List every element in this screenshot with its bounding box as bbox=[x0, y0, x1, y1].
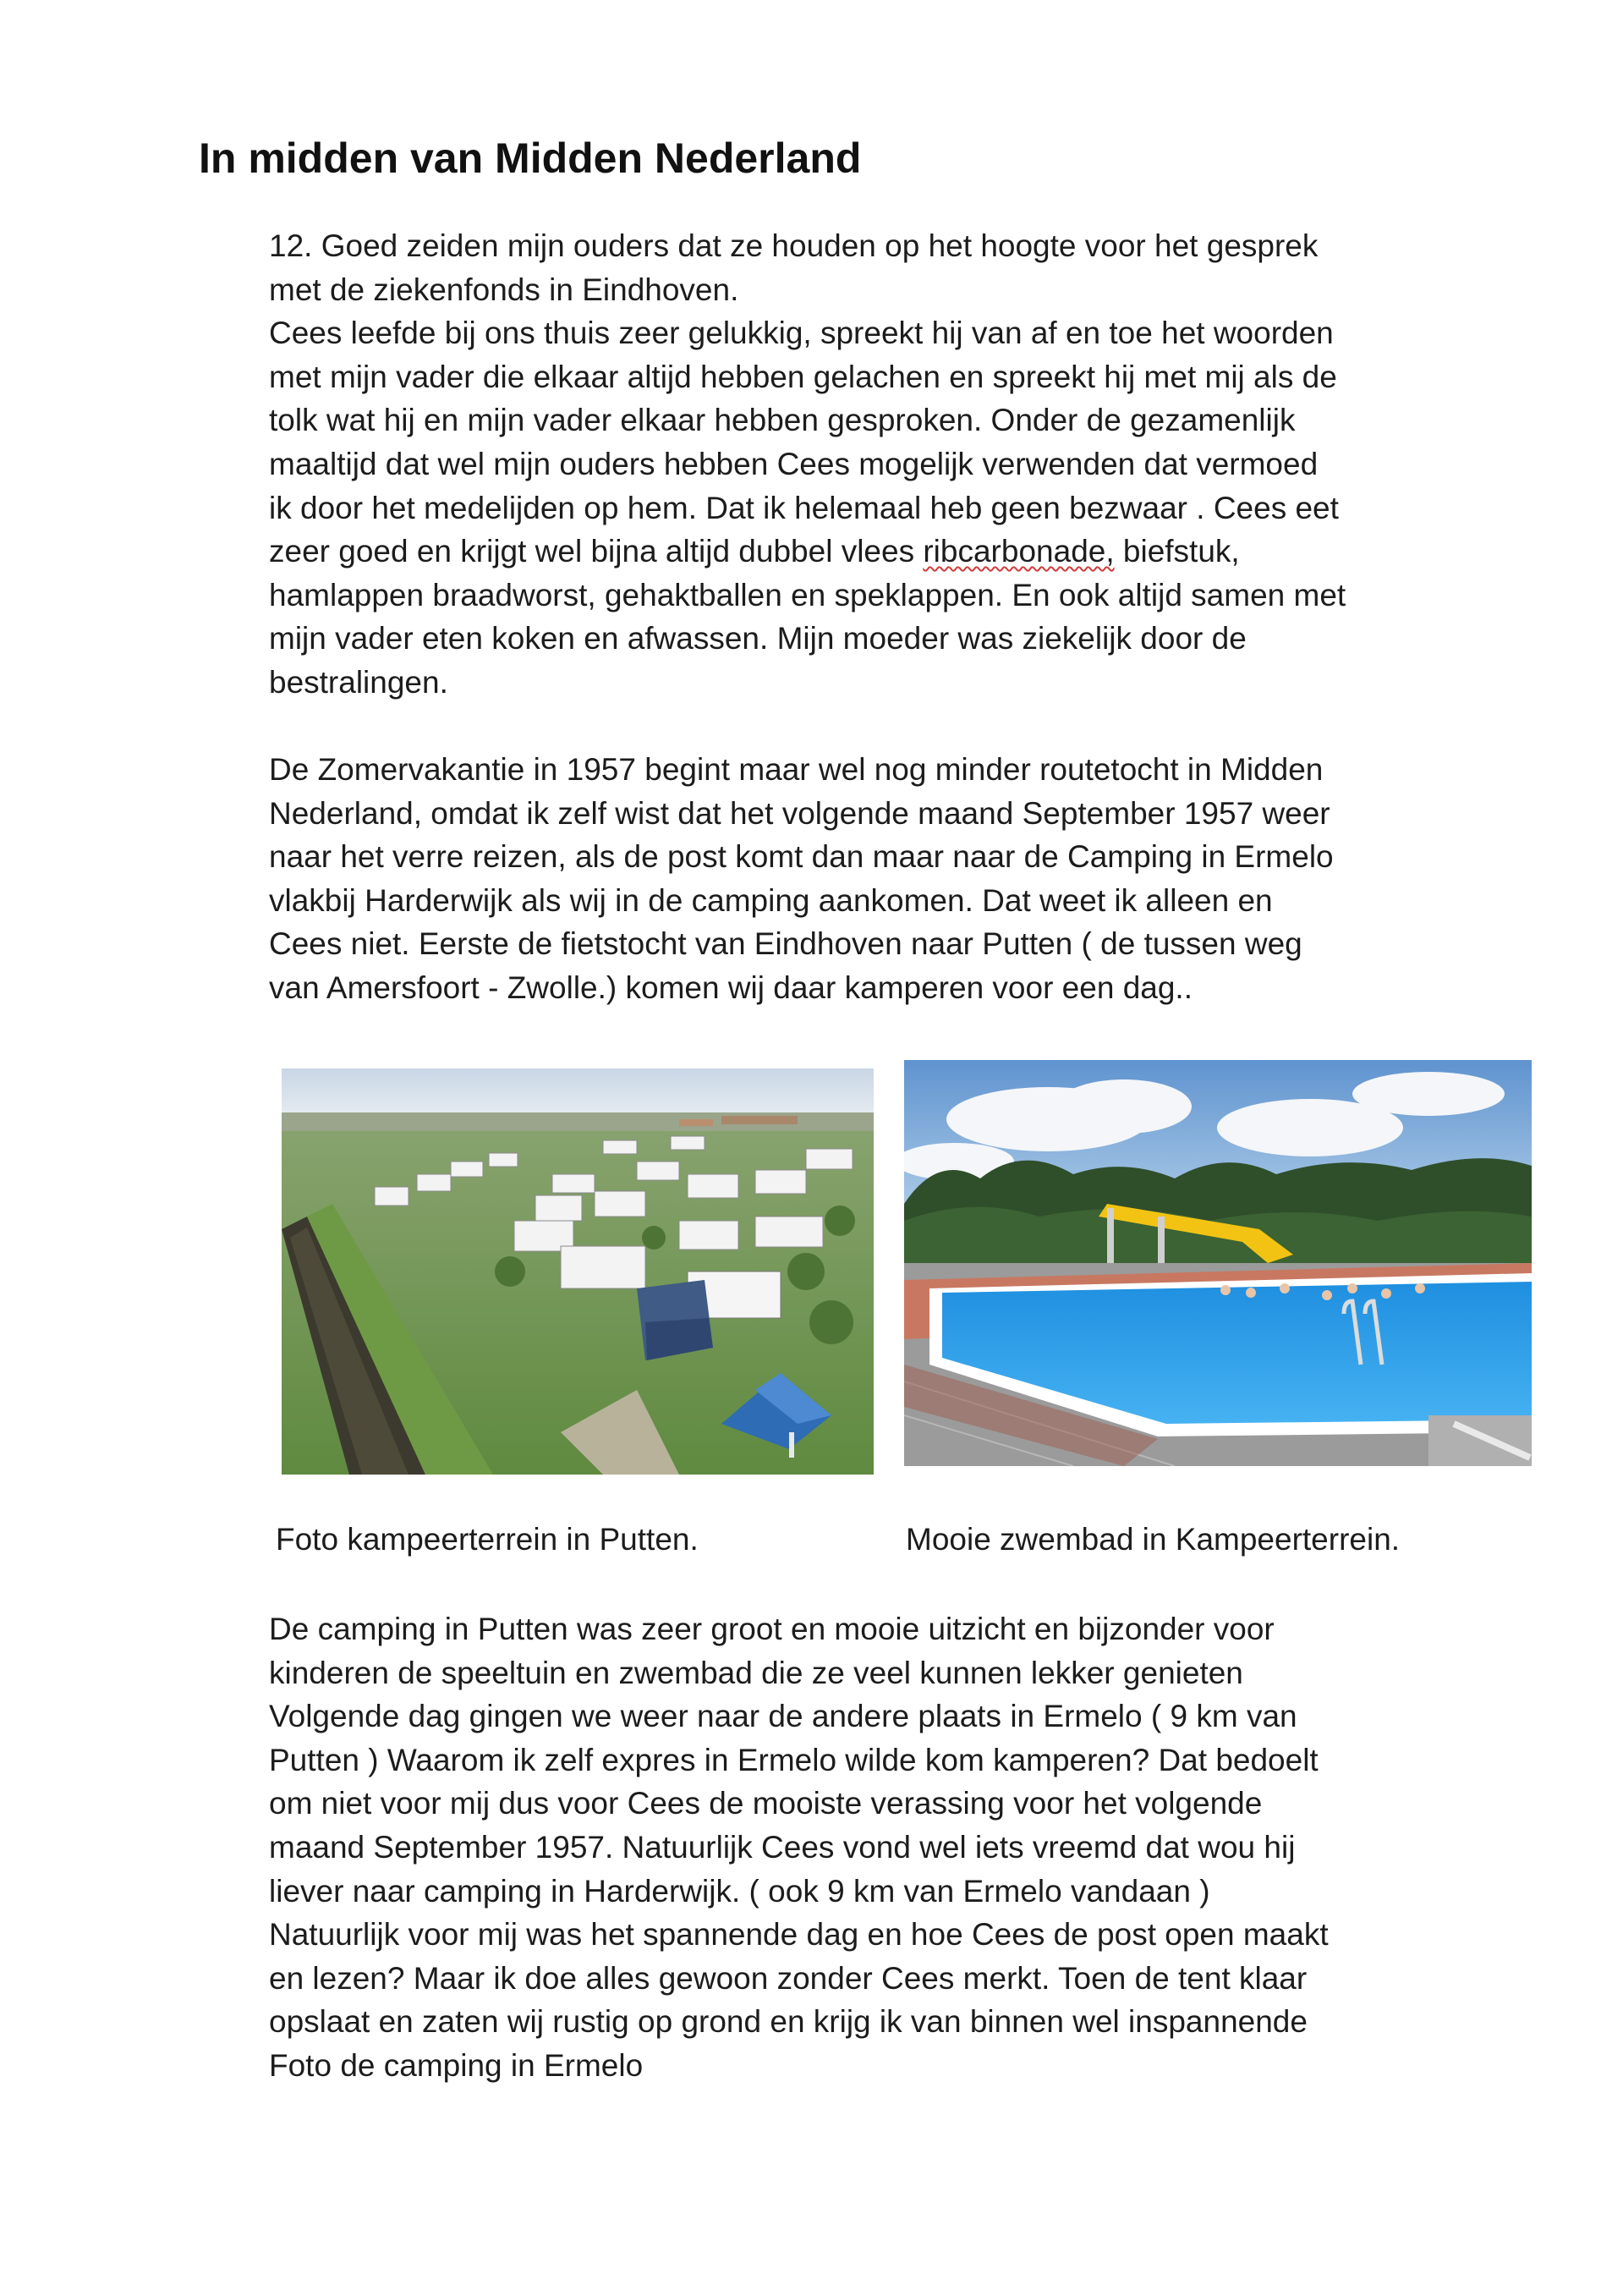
text-line: en lezen? Maar ik doe alles gewoon zonder Cees merkt. Toen de tent klaar bbox=[269, 1960, 1308, 1996]
text-line: naar het verre reizen, als de post komt dan maar naar de Camping in Ermelo bbox=[269, 839, 1334, 875]
text-line: maand September 1957. Natuurlijk Cees vond wel iets vreemd dat wou hij bbox=[269, 1829, 1296, 1865]
paragraph-2 bbox=[269, 748, 1512, 1010]
text-line: Cees niet. Eerste de fietstocht van Eindhoven naar Putten ( de tussen weg bbox=[269, 926, 1302, 962]
text-line: Putten ) Waarom ik zelf expres in Ermelo wilde kom kamperen? Dat bedoelt bbox=[269, 1742, 1319, 1777]
text-line: Cees leefde bij ons thuis zeer gelukkig, spreekt hij van af en toe het woorden bbox=[269, 316, 1334, 351]
text-line: hamlappen braadworst, gehaktballen en speklappen. En ook altijd samen met bbox=[269, 577, 1346, 612]
text-line: Natuurlijk voor mij was het spannende dag en hoe Cees de post open maakt bbox=[269, 1917, 1329, 1953]
text-line: opslaat en zaten wij rustig op grond en krijg ik van binnen wel inspannende bbox=[269, 2004, 1308, 2040]
text-segment: zeer goed en krijgt wel bijna altijd dubbel vlees bbox=[269, 534, 924, 569]
paragraph-1 bbox=[269, 224, 1512, 705]
text-line-with-spellcheck bbox=[269, 530, 1512, 574]
text-line: De Zomervakantie in 1957 begint maar wel nog minder routetocht in Midden bbox=[269, 752, 1324, 787]
text-line: De camping in Putten was zeer groot en mooie uitzicht en bijzonder voor bbox=[269, 1612, 1275, 1646]
text-line: 12. Goed zeiden mijn ouders dat ze houden op het hoogte voor het gesprek bbox=[269, 228, 1319, 263]
text-line: tolk wat hij en mijn vader elkaar hebben gesproken. Onder de gezamenlijk bbox=[269, 403, 1296, 438]
pool-photo bbox=[904, 1060, 1532, 1466]
spellcheck-word[interactable]: ribcarbonade, bbox=[923, 534, 1115, 569]
text-line: vlakbij Harderwijk als wij in de camping aankomen. Dat weet ik alleen en bbox=[269, 882, 1273, 918]
text-line: ik door het medelijden op hem. Dat ik helemaal heb geen bezwaar . Cees eet bbox=[269, 490, 1339, 525]
paragraph-3 bbox=[269, 1607, 1512, 2088]
campsite-photo-art bbox=[282, 1068, 874, 1475]
text-line: liever naar camping in Harderwijk. ( ook 9 km van Ermelo vandaan ) bbox=[269, 1873, 1210, 1909]
text-line: Volgende dag gingen we weer naar de andere plaats in Ermelo ( 9 km van bbox=[269, 1699, 1297, 1734]
photo-caption-right: Mooie zwembad in Kampeerterrein. bbox=[906, 1522, 1401, 1557]
text-line: Nederland, omdat ik zelf wist dat het volgende maand September 1957 weer bbox=[269, 795, 1330, 831]
pool-photo-art bbox=[904, 1060, 1532, 1466]
text-line: van Amersfoort - Zwolle.) komen wij daar kamperen voor een dag.. bbox=[269, 969, 1193, 1005]
photo-caption-left: Foto kampeerterrein in Putten. bbox=[276, 1522, 699, 1557]
text-line: Foto de camping in Ermelo bbox=[269, 2047, 644, 2083]
text-line: met mijn vader die elkaar altijd hebben gelachen en spreekt hij met mij als de bbox=[269, 359, 1337, 394]
campsite-photo bbox=[282, 1068, 874, 1475]
page-title: In midden van Midden Nederland bbox=[199, 135, 862, 182]
text-line: om niet voor mij dus voor Cees de mooiste verassing voor het volgende bbox=[269, 1786, 1263, 1821]
text-line: maaltijd dat wel mijn ouders hebben Cees mogelijk verwenden dat vermoed bbox=[269, 446, 1319, 481]
text-line: met de ziekenfonds in Eindhoven. bbox=[269, 272, 739, 307]
text-line: mijn vader eten koken en afwassen. Mijn moeder was ziekelijk door de bbox=[269, 621, 1247, 656]
text-line: kinderen de speeltuin en zwembad die ze veel kunnen lekker genieten bbox=[269, 1655, 1243, 1690]
text-segment: biefstuk, bbox=[1114, 534, 1240, 569]
text-line: bestralingen. bbox=[269, 664, 448, 700]
